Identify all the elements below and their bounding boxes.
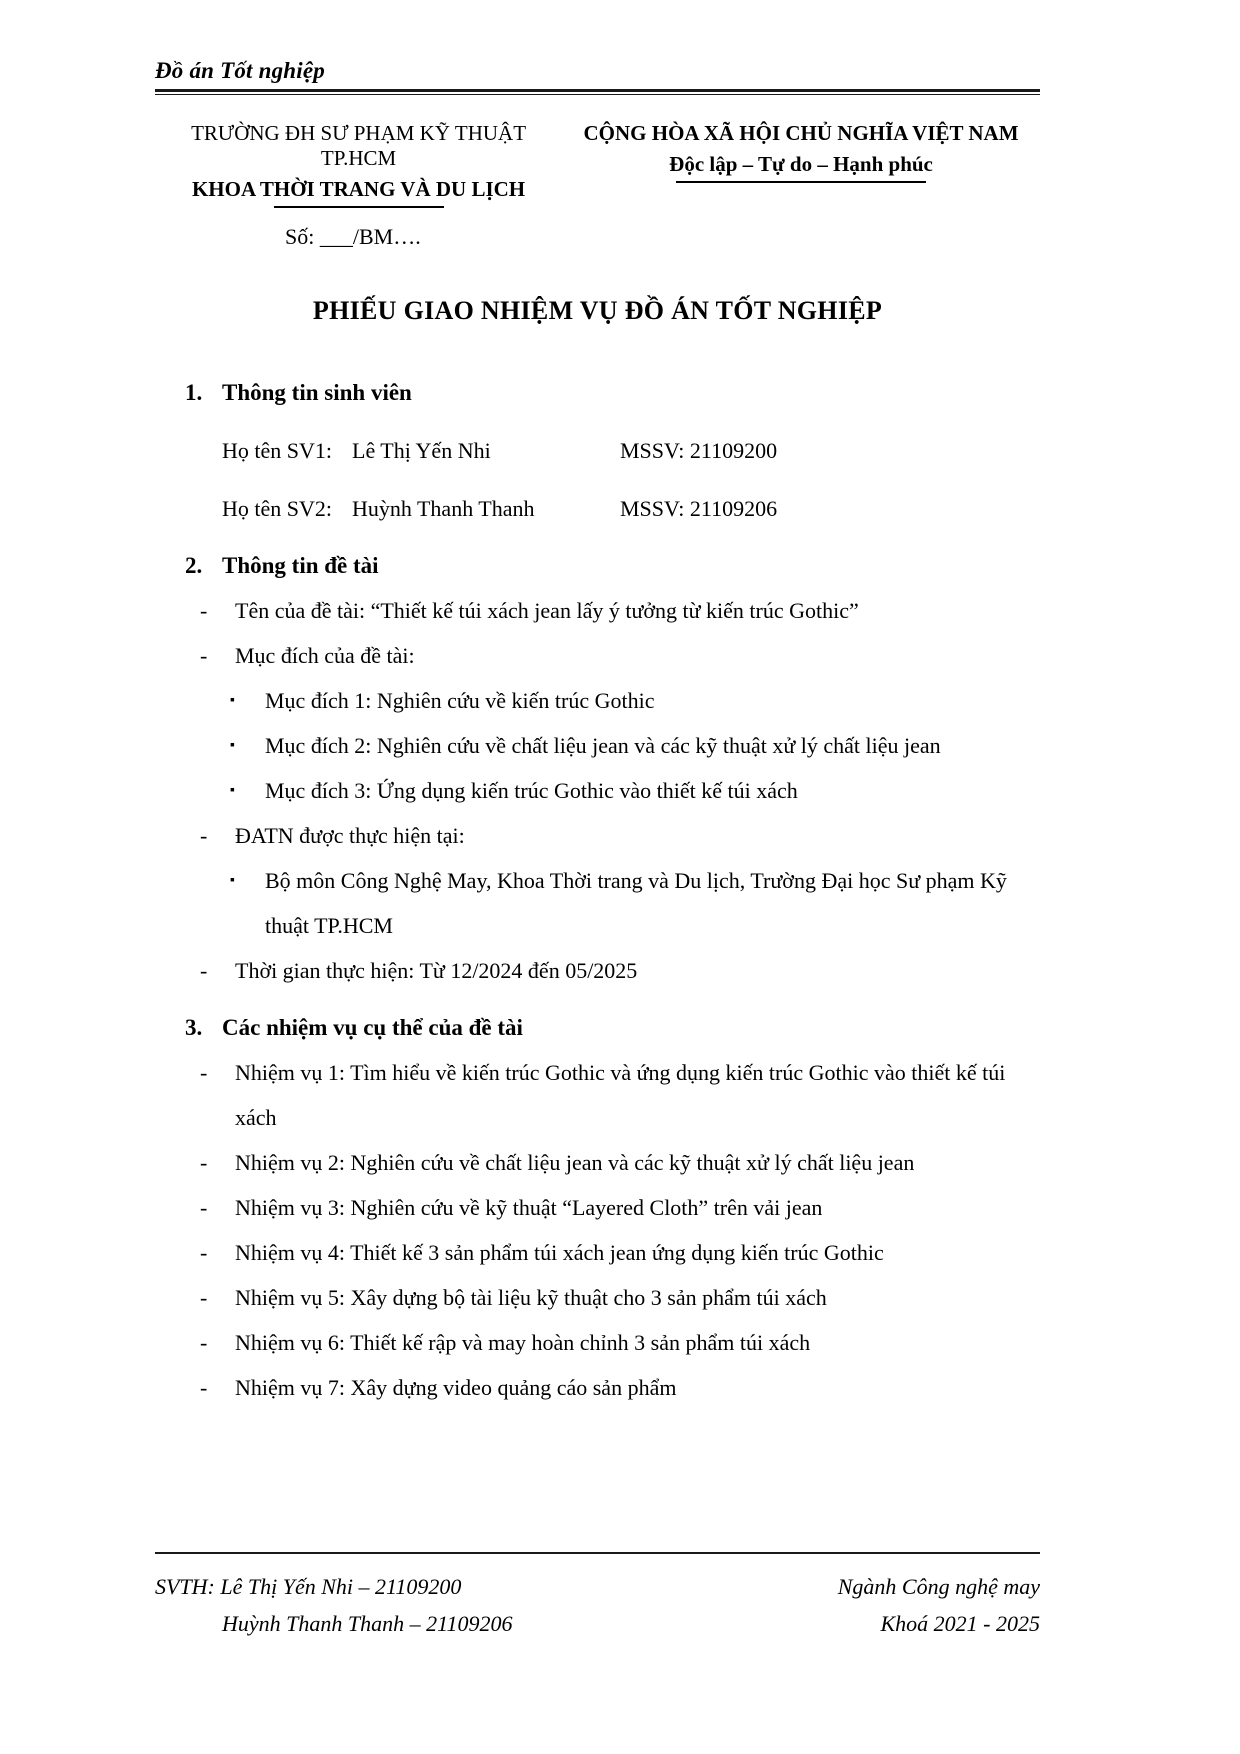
dash-bullet: - xyxy=(200,1375,208,1400)
student-2-name: Huỳnh Thanh Thanh xyxy=(352,496,535,521)
purpose-3-text: Mục đích 3: Ứng dụng kiến trúc Gothic vào thiết kế túi xách xyxy=(265,778,798,803)
motto-underline xyxy=(676,181,926,183)
footer-svth-line2: Huỳnh Thanh Thanh – 21109206 xyxy=(222,1611,513,1636)
document-title: PHIẾU GIAO NHIỆM VỤ ĐỒ ÁN TỐT NGHIỆP xyxy=(312,296,883,325)
task-item xyxy=(200,1185,1040,1230)
header-rule-thin xyxy=(155,94,1040,95)
task-3-text: Nhiệm vụ 3: Nghiên cứu về kỹ thuật “Layered Cloth” trên vải jean xyxy=(235,1195,823,1220)
running-header-title: Đồ án Tốt nghiệp xyxy=(155,58,325,83)
task-7-text: Nhiệm vụ 7: Xây dựng video quảng cáo sản phẩm xyxy=(235,1375,677,1400)
student-row xyxy=(222,486,1040,531)
dash-bullet: - xyxy=(200,958,208,983)
faculty-name: KHOA THỜI TRANG VÀ DU LỊCH xyxy=(191,177,526,201)
header-rule xyxy=(155,89,1040,95)
student-row xyxy=(222,428,1040,473)
purpose-2-text: Mục đích 2: Nghiên cứu về chất liệu jean và các kỹ thuật xử lý chất liệu jean xyxy=(265,733,941,758)
footer-svth xyxy=(155,1568,513,1642)
location-item xyxy=(230,858,1040,948)
section-3-number: 3. xyxy=(185,1015,203,1040)
location-label-item xyxy=(200,813,1040,858)
square-bullet: ▪ xyxy=(230,783,235,798)
section-1-number: 1. xyxy=(185,380,203,405)
letterhead xyxy=(155,121,1040,208)
square-bullet: ▪ xyxy=(230,738,235,753)
section-2-title: Thông tin đề tài xyxy=(222,553,379,578)
purpose-item xyxy=(230,768,1040,813)
task-item xyxy=(200,1320,1040,1365)
task-4-text: Nhiệm vụ 4: Thiết kế 3 sản phẩm túi xách jean ứng dụng kiến trúc Gothic xyxy=(235,1240,884,1265)
task-item xyxy=(200,1230,1040,1275)
task-item xyxy=(200,1275,1040,1320)
doc-number: Số: ___/BM…. xyxy=(285,224,421,249)
section-1-heading xyxy=(185,370,1040,415)
duration-item xyxy=(200,948,1040,993)
student-2-mssv: MSSV: 21109206 xyxy=(620,496,778,521)
section-1-title: Thông tin sinh viên xyxy=(222,380,412,405)
footer-svth-line1: SVTH: Lê Thị Yến Nhi – 21109200 xyxy=(155,1574,462,1599)
student-1-left xyxy=(222,428,620,473)
location-label-text: ĐATN được thực hiện tại: xyxy=(235,823,465,848)
dash-bullet: - xyxy=(200,1330,208,1355)
footer-cohort: Khoá 2021 - 2025 xyxy=(880,1611,1040,1636)
footer-major: Ngành Công nghệ may xyxy=(837,1574,1040,1599)
faculty-underline xyxy=(274,206,444,208)
task-2-text: Nhiệm vụ 2: Nghiên cứu về chất liệu jean và các kỹ thuật xử lý chất liệu jean xyxy=(235,1150,915,1175)
task-item xyxy=(200,1140,1040,1185)
motto-text: Độc lập – Tự do – Hạnh phúc xyxy=(669,152,933,176)
location-text: Bộ môn Công Nghệ May, Khoa Thời trang và Du lịch, Trường Đại học Sư phạm Kỹ thuật TP.HCM xyxy=(265,868,1007,938)
section-2-heading xyxy=(185,543,1040,588)
school-name: TRƯỜNG ĐH SƯ PHẠM KỸ THUẬT TP.HCM xyxy=(191,121,527,170)
dash-bullet: - xyxy=(200,643,208,668)
student-1-mssv: MSSV: 21109200 xyxy=(620,438,778,463)
dash-bullet: - xyxy=(200,1060,208,1085)
task-1-text: Nhiệm vụ 1: Tìm hiểu về kiến trúc Gothic và ứng dụng kiến trúc Gothic vào thiết kế túi xách xyxy=(235,1060,1006,1130)
student-2-left xyxy=(222,486,620,531)
topic-name-item xyxy=(200,588,1040,633)
square-bullet: ▪ xyxy=(230,693,235,708)
section-3-title: Các nhiệm vụ cụ thể của đề tài xyxy=(222,1015,523,1040)
dash-bullet: - xyxy=(200,823,208,848)
task-6-text: Nhiệm vụ 6: Thiết kế rập và may hoàn chỉnh 3 sản phẩm túi xách xyxy=(235,1330,811,1355)
purpose-item xyxy=(230,723,1040,768)
letterhead-left xyxy=(155,121,562,208)
purpose-label-text: Mục đích của đề tài: xyxy=(235,643,415,668)
task-item xyxy=(200,1365,1040,1410)
footer-program xyxy=(838,1568,1040,1642)
header-rule-thick xyxy=(155,89,1040,92)
duration-text: Thời gian thực hiện: Từ 12/2024 đến 05/2025 xyxy=(235,958,638,983)
section-2-number: 2. xyxy=(185,553,203,578)
dash-bullet: - xyxy=(200,1285,208,1310)
student-1-label: Họ tên SV1: xyxy=(222,438,332,463)
page-footer xyxy=(155,1552,1040,1642)
dash-bullet: - xyxy=(200,1240,208,1265)
purpose-label-item xyxy=(200,633,1040,678)
purpose-item xyxy=(230,678,1040,723)
task-5-text: Nhiệm vụ 5: Xây dựng bộ tài liệu kỹ thuật cho 3 sản phẩm túi xách xyxy=(235,1285,827,1310)
republic-title: CỘNG HÒA XÃ HỘI CHỦ NGHĨA VIỆT NAM xyxy=(583,121,1019,145)
task-item xyxy=(200,1050,1040,1140)
letterhead-right xyxy=(562,121,1040,208)
dash-bullet: - xyxy=(200,1195,208,1220)
topic-name-text: Tên của đề tài: “Thiết kế túi xách jean lấy ý tưởng từ kiến trúc Gothic” xyxy=(235,598,859,623)
purpose-1-text: Mục đích 1: Nghiên cứu về kiến trúc Gothic xyxy=(265,688,655,713)
section-3-heading xyxy=(185,1005,1040,1050)
dash-bullet: - xyxy=(200,1150,208,1175)
square-bullet: ▪ xyxy=(230,873,235,888)
student-1-name: Lê Thị Yến Nhi xyxy=(352,438,491,463)
student-2-label: Họ tên SV2: xyxy=(222,496,332,521)
dash-bullet: - xyxy=(200,598,208,623)
